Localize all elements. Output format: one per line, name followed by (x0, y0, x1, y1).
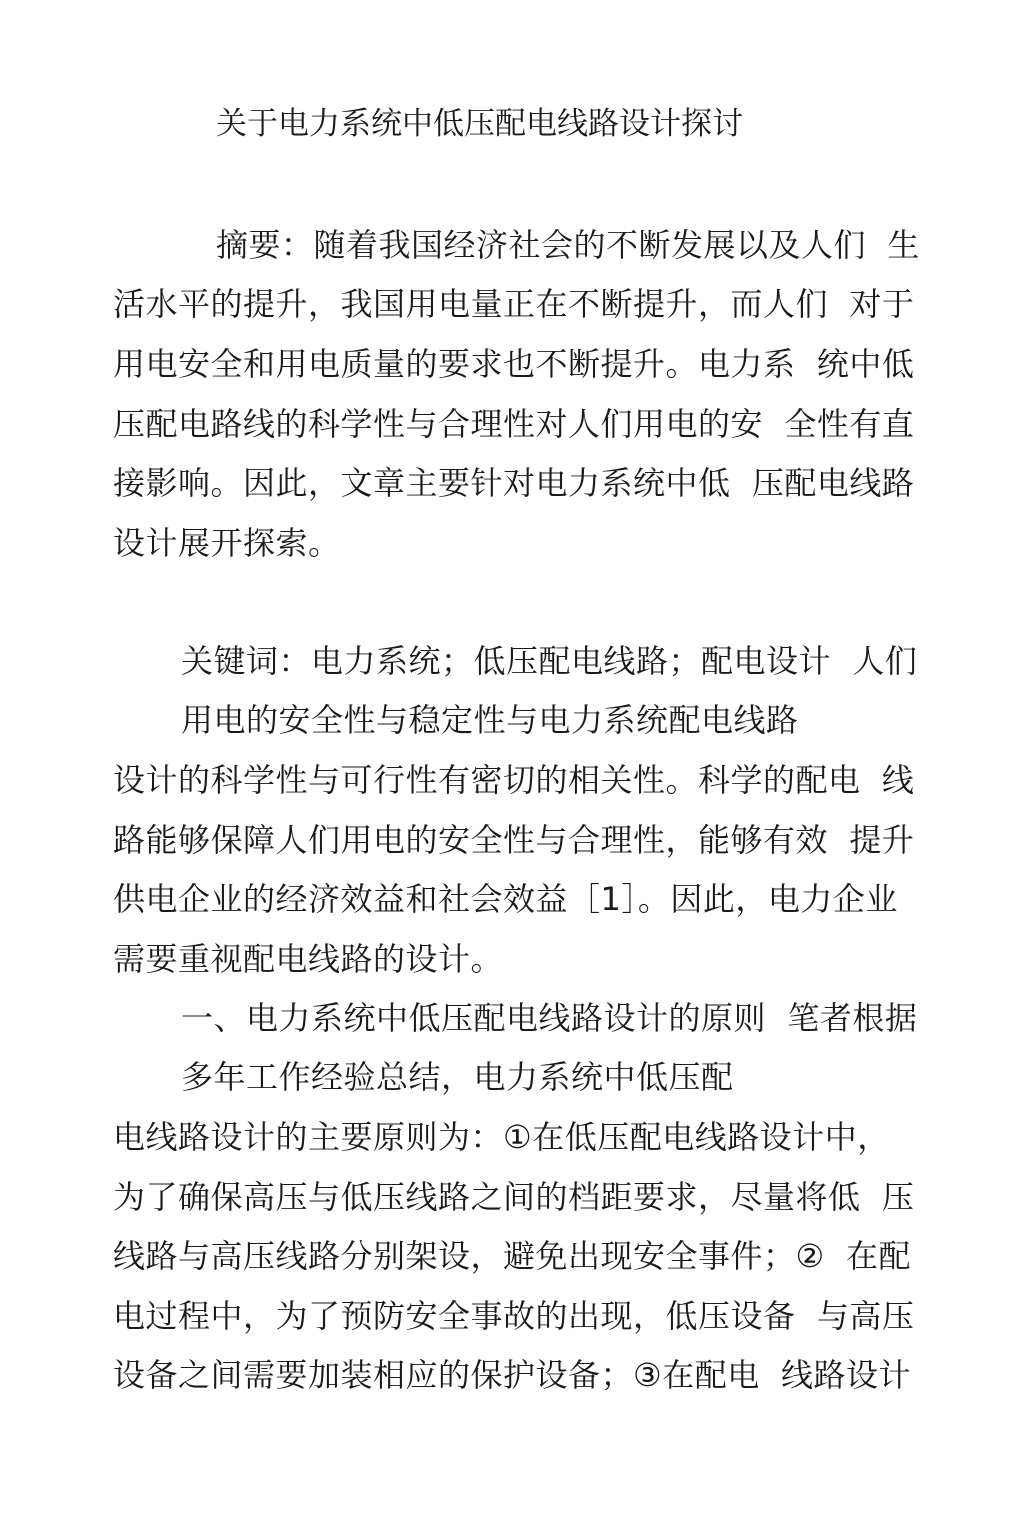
body-line: 需要重视配电线路的设计。 (113, 940, 504, 978)
section-heading-line: 一、电力系统中低压配电线路设计的原则 笔者根据 (181, 999, 918, 1037)
body-line: 电过程中，为了预防安全事故的出现，低压设备 与高压 (113, 1297, 915, 1335)
keywords-line: 用电的安全性与稳定性与电力系统配电线路 (181, 701, 799, 739)
body-line: 设计的科学性与可行性有密切的相关性。科学的配电 线 (113, 761, 915, 799)
body-line: 电线路设计的主要原则为：①在低压配电线路设计中， (113, 1118, 890, 1156)
body-line: 路能够保障人们用电的安全性与合理性，能够有效 提升 (113, 821, 915, 859)
section-heading-line: 多年工作经验总结，电力系统中低压配 (181, 1058, 734, 1096)
body-line: 供电企业的经济效益和社会效益［1］。因此，电力企业 (113, 880, 898, 918)
document-title: 关于电力系统中低压配电线路设计探讨 (216, 106, 743, 142)
abstract-line: 用电安全和用电质量的要求也不断提升。电力系 统中低 (113, 345, 915, 383)
body-line: 线路与高压线路分别架设，避免出现安全事件；② 在配 (113, 1237, 912, 1275)
body-line: 设备之间需要加装相应的保护设备；③在配电 线路设计 (113, 1356, 912, 1394)
abstract-line: 接影响。因此，文章主要针对电力系统中低 压配电线路 (113, 464, 915, 502)
abstract-line: 压配电路线的科学性与合理性对人们用电的安 全性有直 (113, 405, 915, 443)
abstract-line: 设计展开探索。 (113, 524, 341, 562)
body-line: 为了确保高压与低压线路之间的档距要求，尽量将低 压 (113, 1178, 915, 1216)
keywords-line: 关键词：电力系统；低压配电线路；配电设计 人们 (181, 642, 918, 680)
abstract-line: 摘要：随着我国经济社会的不断发展以及人们 生 (216, 226, 920, 264)
abstract-line: 活水平的提升，我国用电量正在不断提升，而人们 对于 (113, 285, 915, 323)
